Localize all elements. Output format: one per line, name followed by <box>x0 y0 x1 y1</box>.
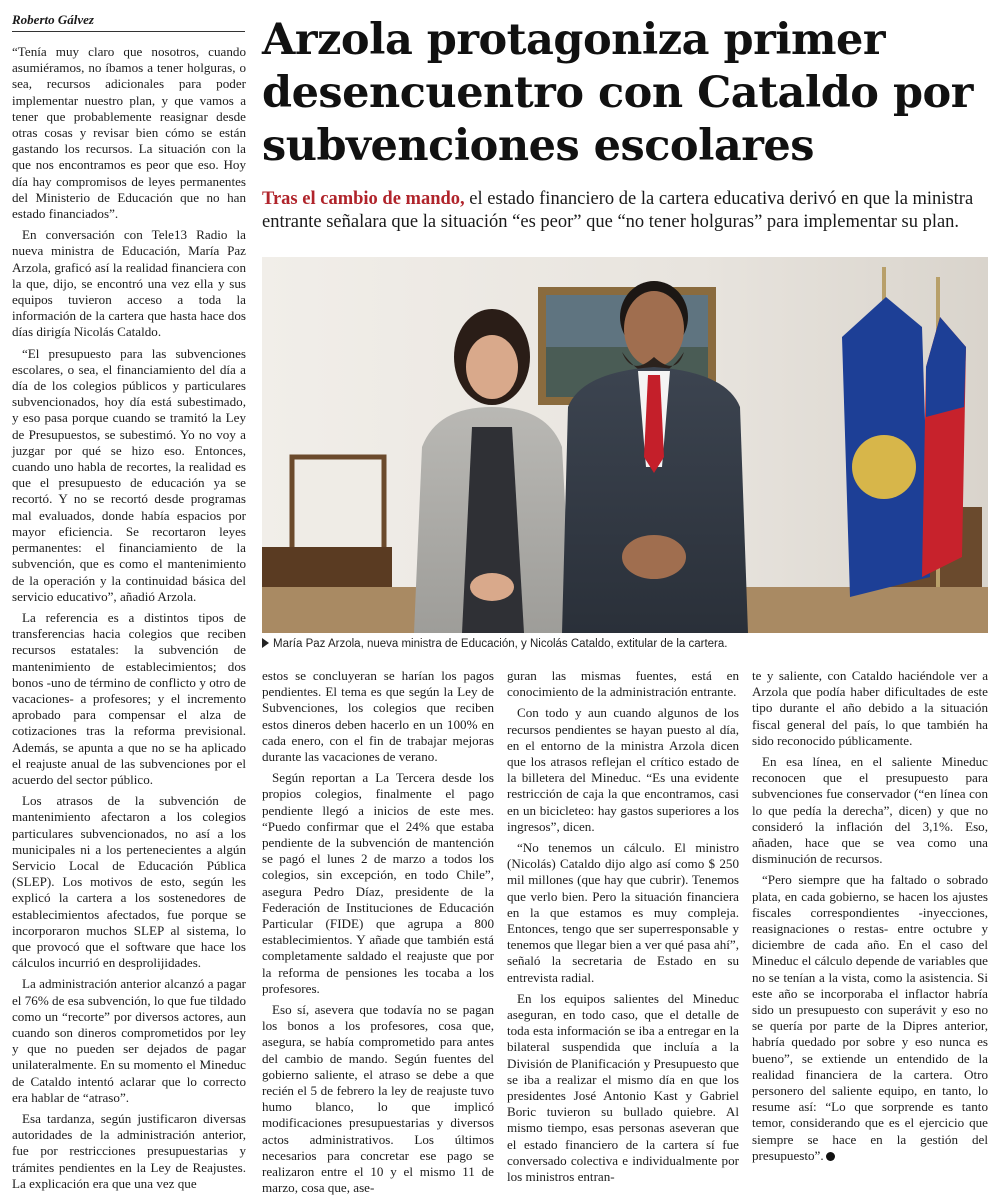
paragraph: Con todo y aun cuando algunos de los recursos pendientes se hayan puesto al día, en el entorno de la ministra Arzola dicen que los atrasos reflejan el crítico estado de la billetera del Mineduc. “Es una evidente restricción de caja la que encontramos, casi en un bicicleteo: hay gastos superiores a los ingresos”, dicen. <box>507 705 739 834</box>
caption-text: María Paz Arzola, nueva ministra de Educación, y Nicolás Cataldo, extitular de la cartera. <box>273 638 728 650</box>
paragraph: “El presupuesto para las subvenciones escolares, o sea, el financiamiento del día a día de los colegios públicos y particulares subvencionados, hoy día está subestimado, y eso pasa porque cuando se tramitó la Ley de Presupuestos, se subestimó. Yo no voy a juzgar por qué se hizo eso. Entonces, cuando uno habla de recortes, la realidad es que el presupuesto de educación ya se recortó. Y no se recortó desde programas mal evaluados, donde había espacios por mayor eficiencia. Se recortaron leyes permanentes: el financiamiento de la subvención, que es como el mantenimiento de la operación y la continuidad básica del servicio educativo”, añadió Arzola. <box>12 345 246 604</box>
paragraph <box>752 872 988 1164</box>
paragraph: te y saliente, con Cataldo haciéndole ver a Arzola que podía haber dificultades de este tipo durante el año debido a la situación fiscal general del país, lo que también ha sido reconocido públicamente. <box>752 668 988 748</box>
paragraph: Según reportan a La Tercera desde los propios colegios, finalmente el pago pendiente llegó a inicios de este mes. “Puedo confirmar que el 24% que estaba pendiente de la subvención de mantención se pagó el lunes 2 de marzo a todos los colegios, sin excepción, en todo Chile”, asegura Pedro Díaz, presidente de la Federación de Instituciones de Educación Particular (FIDE) que agrupa a 800 establecimientos. Y añade que también está completamente saldado el reajuste que por la reforma de pensiones les tocaba a los profesores. <box>262 770 494 996</box>
paragraph: “No tenemos un cálculo. El ministro (Nicolás) Cataldo dijo algo así como $ 250 mil millones (que hay que cubrir). Tenemos que verlo bien. Pero la situación financiera en la que estamos es muy compleja. Entonces, tengo que ser superresponsable y tenemos que llegar bien a ver qué pasa ahí”, señaló la secretaria de Estado en su entrevista radial. <box>507 840 739 985</box>
end-mark-icon <box>826 1152 835 1161</box>
paragraph: La referencia es a distintos tipos de transferencias hacia colegios que reciben recursos estatales: la subvención de mantenimiento de establecimientos; dos bonos -uno de término de conflicto y otro de vacaciones- a profesores; y el incremento aprobado para compensar el alza de cotizaciones tras la reforma previsional. Además, se apunta a que no se ha aplicado el reajuste anual de las subvenciones por el acuerdo del sector público. <box>12 609 246 787</box>
paragraph: estos se concluyeran se harían los pagos pendientes. El tema es que según la Ley de Subvenciones, los colegios que reciben estos dineros deben hacerlo en un 100% en cada enero, con el fin de trabajar mejoras durante las vacaciones de verano. <box>262 668 494 765</box>
headline: Arzola protagoniza primer desencuentro con Cataldo por subvenciones escolares <box>262 15 973 171</box>
caption-arrow-icon <box>262 638 269 648</box>
paragraph: En esa línea, en el saliente Mineduc reconocen que el presupuesto para subvenciones fue conservador (“en línea con lo que pedía la derecha”, dicen) y que no consideró la inflación del 3,1%. Eso, añaden, hace que se vea como una disminución de recursos. <box>752 754 988 867</box>
photo-illustration <box>262 257 988 633</box>
article-column-2 <box>262 668 494 1196</box>
article-column-3 <box>507 668 739 1185</box>
article-photo <box>262 257 988 633</box>
lede <box>262 188 992 234</box>
article-column-4 <box>752 668 988 1163</box>
paragraph: En los equipos salientes del Mineduc aseguran, en todo caso, que el detalle de toda esta información se iba a entregar en la bilateral suspendida que incluía a la División de Planificación y Presupuesto que se iba a realizar el mismo día en que los presidentes José Antonio Kast y Gabriel Boric tuvieron su bullado quiebre. Al mismo tiempo, esas personas aseveran que el estado financiero de la cartera sí fue conversado colectiva e individualmente por los ministros entran- <box>507 990 739 1185</box>
paragraph: guran las mismas fuentes, está en conocimiento de la administración entrante. <box>507 668 739 700</box>
article-column-1 <box>12 44 246 1191</box>
paragraph: Esa tardanza, según justificaron diversas autoridades de la administración anterior, fue por restricciones presupuestarias y trámites pendientes en la Ley de Reajustes. La explicación era que una vez que <box>12 1111 246 1191</box>
paragraph: En conversación con Tele13 Radio la nueva ministra de Educación, María Paz Arzola, graficó así la realidad financiera con la que, dijo, se encontró una vez ella y sus equipos tuvieron acceso a toda la información de la cartera que hasta hace dos días dirigía Nicolás Cataldo. <box>12 227 246 340</box>
lede-lead: Tras el cambio de mando, <box>262 189 465 209</box>
paragraph: La administración anterior alcanzó a pagar el 76% de esa subvención, lo que fue tildado como un “recorte” por diversos actores, aun cuando son dineros comprometidos por ley y que no pueden ser dejados de pagar unilateralmente. En su momento el Mineduc de Cataldo intentó aclarar que lo correcto era hablar de “atraso”. <box>12 976 246 1105</box>
lede-text: el estado financiero de la cartera educativa derivó en que la ministra entrante señalara que la situación “es peor” que “no tener holguras” para implementar su plan. <box>262 189 974 232</box>
photo-caption <box>262 638 988 650</box>
paragraph: “Tenía muy claro que nosotros, cuando asumiéramos, no íbamos a tener holguras, o sea, recursos adicionales para poder implementar nuestro plan, y que vamos a tener que probablemente reasignar desde otras cosas y revisar bien cómo se están gastando los recursos. La situación con la que nos encontramos es peor que eso. Hoy día hay compromisos de leyes permanentes del Ministerio de Educación que no han estado financiados”. <box>12 44 246 222</box>
paragraph: Los atrasos de la subvención de mantenimiento afectaron a los colegios particulares subvencionados, no así a los municipales ni a los pertenecientes a algún Servicio Local de Educación Pública (SLEP). Los motivos de esto, según les explicó la cartera a los sostenedores de establecimientos afectados, fue porque se incorporaron muchos SLEP al sistema, lo que provocó que el software que hace los cálculos incurrió en desprolijidades. <box>12 793 246 971</box>
paragraph: Eso sí, asevera que todavía no se pagan los bonos a los profesores, cosa que, asegura, se había comprometido para antes del cambio de mando. Según fuentes del gobierno saliente, el atraso se debe a que recién el 5 de febrero la ley de reajuste tuvo humo blanco, lo que implicó modificaciones presupuestarias y diversos actos administrativos. Los últimos necesarios para concretar ese pago se realizaron entre el 10 y el mismo 11 de marzo, cosa que, ase- <box>262 1002 494 1196</box>
paragraph-text: “Pero siempre que ha faltado o sobrado plata, en cada gobierno, se hacen los ajustes fiscales correspondientes -inyecciones, reasignaciones o restas- entre octubre y diciembre de cada año. En el caso del Mineduc el cálculo depende de variables que no se tenían a la vista, como la asistencia. Si este año se incorporaba el inflactor habría sido un presupuesto con superávit y eso no se quería por parte de la Dipres anterior, habría quedado por sobre y eso nunca es bueno”, se extiende un entendido de la realidad financiera de la cartera. Otro personero del saliente equipo, en tanto, lo resume así: “Lo que sorprende es tanto temor, considerando que es el ejercicio que siempre se hace en la gestión del presupuesto”. <box>752 872 988 1163</box>
byline: Roberto Gálvez <box>12 12 245 32</box>
